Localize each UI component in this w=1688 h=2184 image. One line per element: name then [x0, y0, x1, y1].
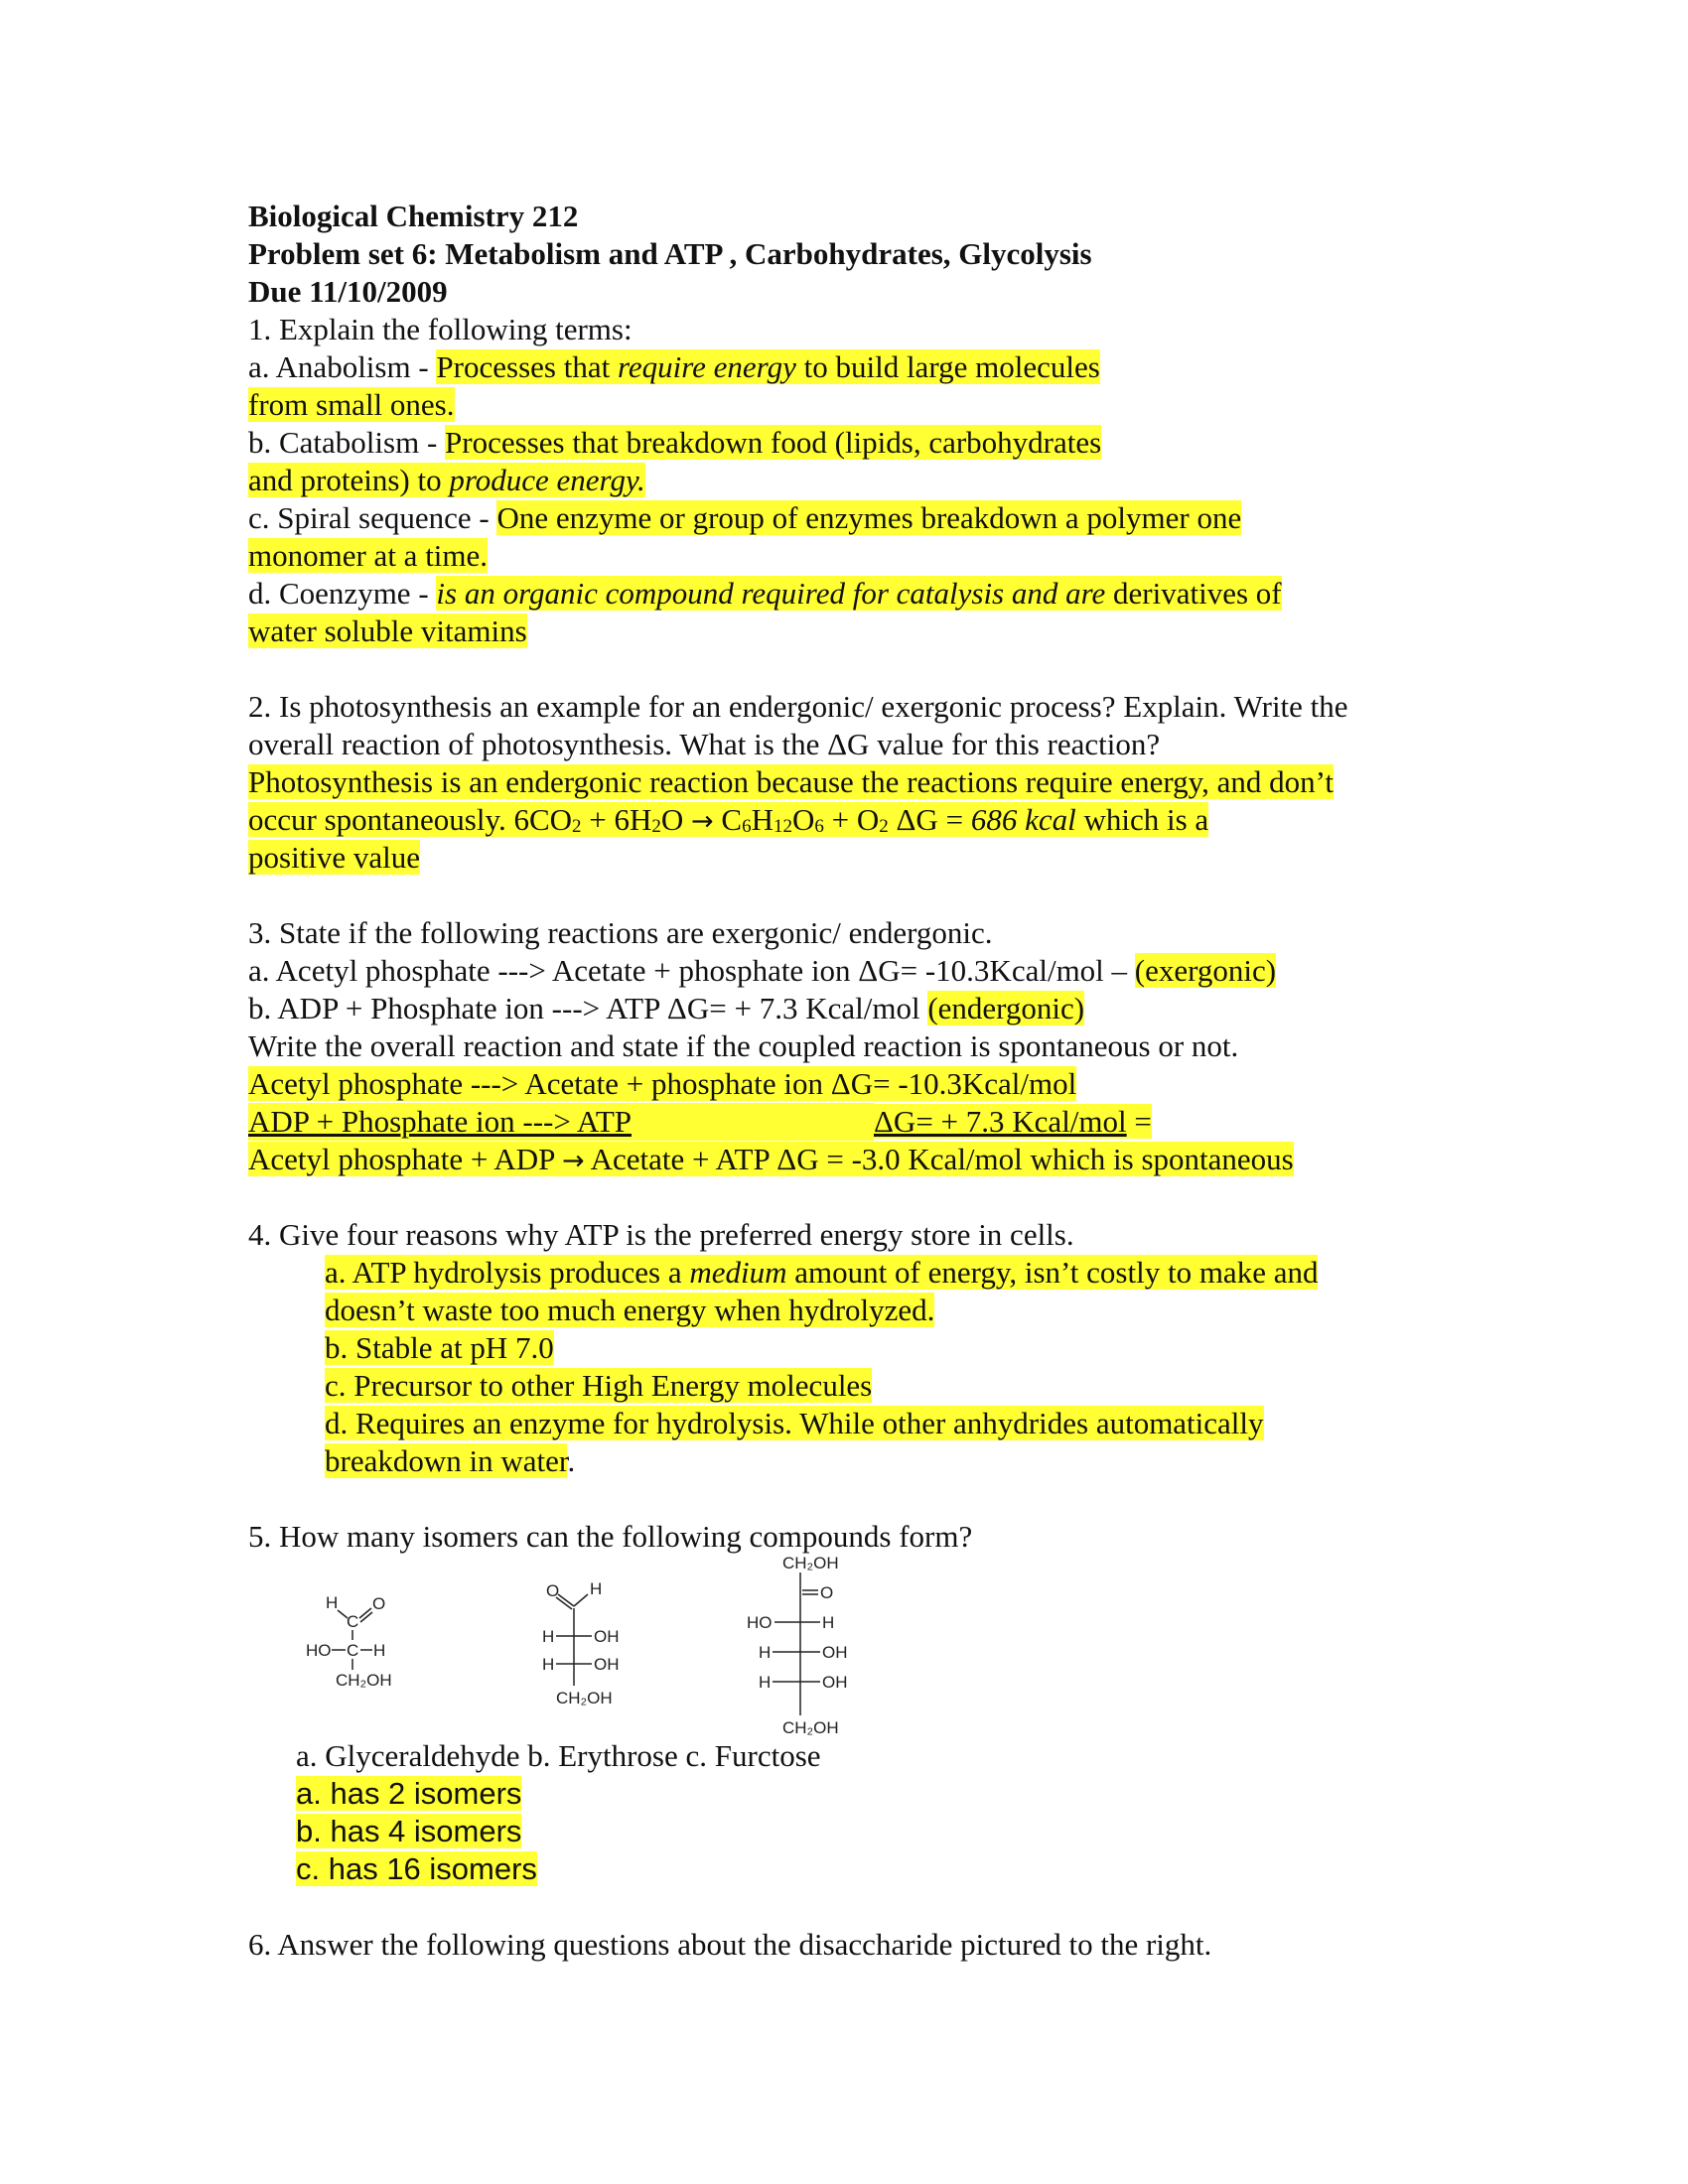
q2-answer-line3: positive value — [248, 840, 421, 875]
q1b-line2: and proteins) to produce energy. — [248, 463, 645, 497]
q1d-term: d. Coenzyme - — [248, 576, 437, 611]
q1d-line — [248, 575, 1282, 613]
q6-prompt: 6. Answer the following questions about the disaccharide pictured to the right. — [248, 1927, 1212, 1962]
fructose-structure — [735, 1549, 864, 1737]
svg-text:H: H — [759, 1643, 772, 1662]
svg-text:H: H — [373, 1641, 386, 1660]
q4a-line: a. ATP hydrolysis produces a medium amount of energy, isn’t costly to make and — [325, 1255, 1319, 1290]
svg-text:OH: OH — [822, 1643, 848, 1662]
q3-coupled-line1: Acetyl phosphate ---> Acetate + phosphate ion ΔG= -10.3Kcal/mol — [248, 1066, 1077, 1101]
svg-text:H: H — [759, 1673, 772, 1692]
q1a-line — [248, 348, 1100, 386]
svg-text:CH₂OH: CH₂OH — [782, 1718, 839, 1737]
q5b-answer: b. has 4 isomers — [296, 1814, 522, 1848]
q2-prompt-line2: overall reaction of photosynthesis. What is the ΔG value for this reaction? — [248, 727, 1161, 761]
q1a-term: a. Anabolism - — [248, 349, 437, 384]
q1-prompt: 1. Explain the following terms: — [248, 312, 633, 346]
svg-text:H: H — [326, 1593, 339, 1612]
q1c-line — [248, 499, 1241, 537]
q1c-line2: monomer at a time. — [248, 538, 489, 573]
q5c-answer: c. has 16 isomers — [296, 1851, 537, 1886]
q3a-line: a. Acetyl phosphate ---> Acetate + phosphate ion ΔG= -10.3Kcal/mol – (exergonic) — [248, 953, 1277, 988]
svg-text:O: O — [372, 1594, 386, 1613]
q1d-answer: is an organic compound required for catalysis and are derivatives of — [436, 576, 1282, 611]
due-date: Due 11/10/2009 — [248, 274, 448, 309]
q1c-answer: One enzyme or group of enzymes breakdown a polymer one — [496, 500, 1242, 535]
q1c-term: c. Spiral sequence - — [248, 500, 497, 535]
glyceraldehyde-structure — [298, 1588, 427, 1698]
svg-text:C: C — [347, 1641, 359, 1660]
q4d-line: d. Requires an enzyme for hydrolysis. While other anhydrides automatically — [325, 1406, 1264, 1440]
course-title: Biological Chemistry 212 — [248, 199, 579, 233]
q3b-answer: (endergonic) — [927, 991, 1085, 1025]
q3-prompt: 3. State if the following reactions are exergonic/ endergonic. — [248, 915, 993, 950]
q3b-line: b. ADP + Phosphate ion ---> ATP ΔG= + 7.3 Kcal/mol (endergonic) — [248, 991, 1085, 1025]
q1a-answer: Processes that require energy to build large molecules — [436, 349, 1100, 384]
reaction-arrow-icon: → — [691, 806, 714, 837]
problem-set-title: Problem set 6: Metabolism and ATP , Carbohydrates, Glycolysis — [248, 236, 1092, 271]
q5a-answer: a. has 2 isomers — [296, 1776, 522, 1811]
q2-prompt-line1: 2. Is photosynthesis an example for an endergonic/ exergonic process? Explain. Write the — [248, 689, 1348, 724]
svg-text:OH: OH — [822, 1673, 848, 1692]
q4b-line: b. Stable at pH 7.0 — [325, 1330, 554, 1365]
svg-text:H: H — [542, 1627, 555, 1646]
reaction-arrow-icon: → — [561, 1146, 585, 1176]
q3-coupled-line3: Acetyl phosphate + ADP → Acetate + ATP ΔG = -3.0 Kcal/mol which is spontaneous — [248, 1142, 1294, 1176]
q4d-line2: breakdown in water. — [325, 1443, 576, 1478]
svg-text:CH₂OH: CH₂OH — [556, 1689, 613, 1707]
q1a-line2: from small ones. — [248, 387, 455, 422]
q1b-answer: Processes that breakdown food (lipids, carbohydrates — [445, 425, 1102, 460]
svg-text:OH: OH — [594, 1655, 620, 1674]
svg-text:H: H — [590, 1579, 603, 1598]
q3a-answer: (exergonic) — [1134, 953, 1277, 988]
q1b-term: b. Catabolism - — [248, 425, 446, 460]
q2-answer-line2: occur spontaneously. $6CO_2 + 6H_2O \to C_6H_{12}O_6 + O_2$ ΔG = 686 kcal which is a — [248, 802, 1209, 837]
q3-coupled-line2: ADP + Phosphate ion ---> ATP ΔG= + 7.3 Kcal/mol = — [248, 1104, 1152, 1139]
svg-text:CH₂OH: CH₂OH — [336, 1671, 392, 1690]
svg-text:H: H — [542, 1655, 555, 1674]
q5-compound-labels: a. Glyceraldehyde b. Erythrose c. Furctose — [296, 1738, 821, 1773]
q4a-line2: doesn’t waste too much energy when hydrolyzed. — [325, 1293, 935, 1327]
q2-answer-line1: Photosynthesis is an endergonic reaction because the reactions require energy, and don’t — [248, 764, 1334, 799]
svg-text:HO: HO — [747, 1613, 773, 1632]
svg-text:C: C — [347, 1612, 359, 1631]
svg-text:O: O — [820, 1583, 834, 1602]
q1b-line — [248, 424, 1101, 462]
svg-text:H: H — [822, 1613, 835, 1632]
q4c-line: c. Precursor to other High Energy molecules — [325, 1368, 873, 1403]
svg-text:CH₂OH: CH₂OH — [782, 1554, 839, 1572]
erythrose-structure — [536, 1569, 655, 1707]
svg-text:OH: OH — [594, 1627, 620, 1646]
q1d-line2: water soluble vitamins — [248, 614, 527, 648]
q4-prompt: 4. Give four reasons why ATP is the preferred energy store in cells. — [248, 1217, 1074, 1252]
q5-prompt: 5. How many isomers can the following compounds form? — [248, 1519, 973, 1554]
svg-text:HO: HO — [306, 1641, 332, 1660]
q3-prompt2: Write the overall reaction and state if the coupled reaction is spontaneous or not. — [248, 1028, 1239, 1063]
svg-text:O: O — [546, 1581, 560, 1600]
